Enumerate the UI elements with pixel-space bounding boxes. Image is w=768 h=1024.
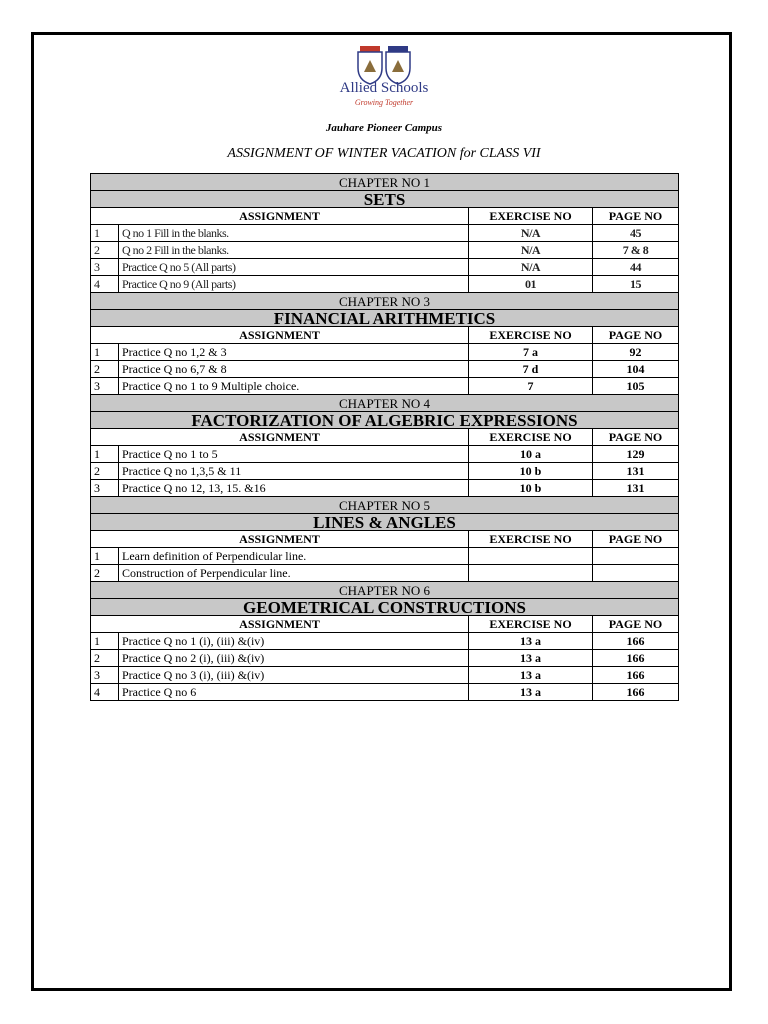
page-header: PAGE NO — [593, 616, 679, 633]
assignment-text: Practice Q no 3 (i), (iii) &(iv) — [119, 667, 469, 684]
page-number: 166 — [593, 684, 679, 701]
assignment-text: Practice Q no 1 (i), (iii) &(iv) — [119, 633, 469, 650]
exercise-number: N/A — [469, 225, 593, 242]
page-number: 92 — [593, 344, 679, 361]
table-row — [91, 463, 679, 480]
row-number: 2 — [91, 463, 119, 480]
assignment-text: Practice Q no 2 (i), (iii) &(iv) — [119, 650, 469, 667]
page-header: PAGE NO — [593, 531, 679, 548]
exercise-number: 7 a — [469, 344, 593, 361]
row-number: 2 — [91, 242, 119, 259]
table-row — [91, 633, 679, 650]
table-row — [91, 259, 679, 276]
row-number: 4 — [91, 684, 119, 701]
table-row — [91, 667, 679, 684]
logo-tagline: Growing Together — [354, 98, 414, 107]
page-header: PAGE NO — [593, 327, 679, 344]
exercise-number: 7 d — [469, 361, 593, 378]
chapter-topic: SETS — [91, 191, 679, 208]
campus-name: Jauhare Pioneer Campus — [325, 122, 443, 134]
row-number: 2 — [91, 361, 119, 378]
page-number: 129 — [593, 446, 679, 463]
exercise-number: 7 — [469, 378, 593, 395]
row-number: 1 — [91, 548, 119, 565]
row-number: 1 — [91, 225, 119, 242]
row-number: 2 — [91, 565, 119, 582]
row-number: 1 — [91, 633, 119, 650]
table-row — [91, 480, 679, 497]
exercise-number: 10 a — [469, 446, 593, 463]
page-number: 45 — [593, 225, 679, 242]
assignment-text: Q no 2 Fill in the blanks. — [119, 242, 469, 259]
table-row — [91, 684, 679, 701]
exercise-header: EXERCISE NO — [469, 208, 593, 225]
exercise-header: EXERCISE NO — [469, 327, 593, 344]
assignment-text: Learn definition of Perpendicular line. — [119, 548, 469, 565]
page-number — [593, 548, 679, 565]
assignment-text: Practice Q no 1,2 & 3 — [119, 344, 469, 361]
exercise-number: 10 b — [469, 463, 593, 480]
assignment-text: Construction of Perpendicular line. — [119, 565, 469, 582]
exercise-number: N/A — [469, 259, 593, 276]
chapter-topic: GEOMETRICAL CONSTRUCTIONS — [91, 599, 679, 616]
table-row — [91, 565, 679, 582]
assignment-text: Practice Q no 6,7 & 8 — [119, 361, 469, 378]
exercise-number: 13 a — [469, 650, 593, 667]
page-number: 166 — [593, 667, 679, 684]
exercise-number: 01 — [469, 276, 593, 293]
chapter-topic: FACTORIZATION OF ALGEBRIC EXPRESSIONS — [91, 412, 679, 429]
row-number: 4 — [91, 276, 119, 293]
page-number: 166 — [593, 633, 679, 650]
table-row — [91, 548, 679, 565]
page-number: 7 & 8 — [593, 242, 679, 259]
row-number: 3 — [91, 480, 119, 497]
table-row — [91, 361, 679, 378]
row-number: 3 — [91, 667, 119, 684]
page-number — [593, 565, 679, 582]
chapter-number: CHAPTER NO 1 — [91, 174, 679, 191]
exercise-number: 13 a — [469, 633, 593, 650]
table-row — [91, 344, 679, 361]
exercise-header: EXERCISE NO — [469, 429, 593, 446]
exercise-number — [469, 548, 593, 565]
assignment-text: Practice Q no 1 to 9 Multiple choice. — [119, 378, 469, 395]
table-row — [91, 650, 679, 667]
exercise-number: 13 a — [469, 667, 593, 684]
page-header: PAGE NO — [593, 208, 679, 225]
row-number: 1 — [91, 344, 119, 361]
row-number: 1 — [91, 446, 119, 463]
chapter-number: CHAPTER NO 4 — [91, 395, 679, 412]
assignment-header: ASSIGNMENT — [91, 208, 469, 225]
assignment-text: Practice Q no 9 (All parts) — [119, 276, 469, 293]
assignment-text: Practice Q no 6 — [119, 684, 469, 701]
page-number: 104 — [593, 361, 679, 378]
assignment-header: ASSIGNMENT — [91, 327, 469, 344]
assignment-header: ASSIGNMENT — [91, 616, 469, 633]
page-number: 105 — [593, 378, 679, 395]
chapter-number: CHAPTER NO 5 — [91, 497, 679, 514]
chapter-number: CHAPTER NO 6 — [91, 582, 679, 599]
assignment-text: Practice Q no 12, 13, 15. &16 — [119, 480, 469, 497]
exercise-header: EXERCISE NO — [469, 531, 593, 548]
assignment-header: ASSIGNMENT — [91, 429, 469, 446]
table-row — [91, 242, 679, 259]
exercise-number: 13 a — [469, 684, 593, 701]
table-row — [91, 225, 679, 242]
page-title: ASSIGNMENT OF WINTER VACATION for CLASS VII — [227, 146, 541, 161]
row-number: 2 — [91, 650, 119, 667]
logo-text: Allied Schools — [339, 80, 429, 96]
assignment-header: ASSIGNMENT — [91, 531, 469, 548]
chapter-topic: LINES & ANGLES — [91, 514, 679, 531]
assignment-text: Practice Q no 5 (All parts) — [119, 259, 469, 276]
page-header: PAGE NO — [593, 429, 679, 446]
page-number: 44 — [593, 259, 679, 276]
exercise-header: EXERCISE NO — [469, 616, 593, 633]
page-number: 166 — [593, 650, 679, 667]
page-number: 131 — [593, 463, 679, 480]
exercise-number — [469, 565, 593, 582]
chapter-topic: FINANCIAL ARITHMETICS — [91, 310, 679, 327]
table-row — [91, 446, 679, 463]
assignment-text: Q no 1 Fill in the blanks. — [119, 225, 469, 242]
page-number: 15 — [593, 276, 679, 293]
row-number: 3 — [91, 378, 119, 395]
exercise-number: 10 b — [469, 480, 593, 497]
assignment-text: Practice Q no 1,3,5 & 11 — [119, 463, 469, 480]
row-number: 3 — [91, 259, 119, 276]
table-row — [91, 378, 679, 395]
assignment-text: Practice Q no 1 to 5 — [119, 446, 469, 463]
exercise-number: N/A — [469, 242, 593, 259]
assignment-table — [90, 173, 679, 701]
table-row — [91, 276, 679, 293]
page-number: 131 — [593, 480, 679, 497]
chapter-number: CHAPTER NO 3 — [91, 293, 679, 310]
